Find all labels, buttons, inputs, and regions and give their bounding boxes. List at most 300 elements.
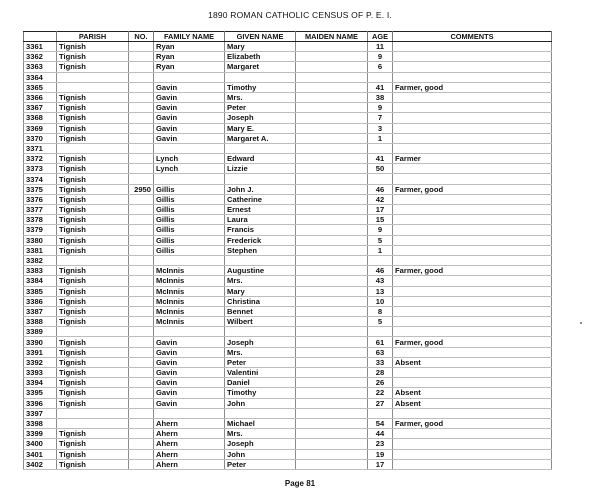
record-number: 3379 (24, 225, 57, 235)
comments-cell (393, 72, 552, 82)
family-number-cell (129, 357, 154, 367)
given-name-cell: Mrs. (225, 92, 296, 102)
given-name-cell (225, 72, 296, 82)
comments-cell (393, 408, 552, 418)
parish-cell (57, 327, 129, 337)
family-number-cell (129, 418, 154, 428)
given-name-cell: Edward (225, 154, 296, 164)
record-number: 3371 (24, 143, 57, 153)
parish-cell: Tignish (57, 225, 129, 235)
parish-cell: Tignish (57, 52, 129, 62)
family-name-cell: Ahern (154, 429, 225, 439)
given-name-cell: Mary (225, 42, 296, 52)
comments-cell: Farmer, good (393, 337, 552, 347)
family-number-cell: 2950 (129, 184, 154, 194)
family-number-cell (129, 255, 154, 265)
comments-cell (393, 42, 552, 52)
age-cell: 7 (368, 113, 393, 123)
age-cell (368, 72, 393, 82)
maiden-name-cell (296, 306, 368, 316)
maiden-name-cell (296, 449, 368, 459)
comments-cell (393, 368, 552, 378)
family-number-cell (129, 408, 154, 418)
table-row (24, 92, 552, 102)
table-row (24, 459, 552, 469)
record-number: 3364 (24, 72, 57, 82)
comments-cell: Absent (393, 388, 552, 398)
family-name-cell (154, 327, 225, 337)
maiden-name-cell (296, 317, 368, 327)
column-header-age: AGE (368, 32, 393, 42)
parish-cell: Tignish (57, 388, 129, 398)
column-header-given-name: GIVEN NAME (225, 32, 296, 42)
family-number-cell (129, 337, 154, 347)
record-number: 3397 (24, 408, 57, 418)
maiden-name-cell (296, 82, 368, 92)
record-number: 3388 (24, 317, 57, 327)
family-name-cell (154, 255, 225, 265)
table-row (24, 317, 552, 327)
parish-cell: Tignish (57, 194, 129, 204)
comments-cell (393, 306, 552, 316)
family-number-cell (129, 235, 154, 245)
column-header-index (24, 32, 57, 42)
given-name-cell: Mrs. (225, 276, 296, 286)
family-name-cell: Gavin (154, 357, 225, 367)
table-row (24, 347, 552, 357)
family-name-cell (154, 143, 225, 153)
age-cell: 15 (368, 215, 393, 225)
comments-cell (393, 92, 552, 102)
family-number-cell (129, 317, 154, 327)
parish-cell: Tignish (57, 92, 129, 102)
table-row (24, 245, 552, 255)
record-number: 3376 (24, 194, 57, 204)
maiden-name-cell (296, 347, 368, 357)
parish-cell: Tignish (57, 235, 129, 245)
parish-cell: Tignish (57, 42, 129, 52)
parish-cell: Tignish (57, 286, 129, 296)
record-number: 3366 (24, 92, 57, 102)
table-row (24, 306, 552, 316)
family-name-cell: Gillis (154, 184, 225, 194)
record-number: 3387 (24, 306, 57, 316)
comments-cell (393, 286, 552, 296)
comments-cell (393, 439, 552, 449)
maiden-name-cell (296, 154, 368, 164)
family-name-cell: Gavin (154, 388, 225, 398)
family-name-cell: Lynch (154, 154, 225, 164)
record-number: 3374 (24, 174, 57, 184)
comments-cell (393, 449, 552, 459)
parish-cell: Tignish (57, 245, 129, 255)
family-name-cell: McInnis (154, 276, 225, 286)
record-number: 3361 (24, 42, 57, 52)
given-name-cell (225, 327, 296, 337)
parish-cell: Tignish (57, 439, 129, 449)
family-number-cell (129, 143, 154, 153)
given-name-cell: Bennet (225, 306, 296, 316)
comments-cell (393, 378, 552, 388)
family-number-cell (129, 72, 154, 82)
comments-cell: Absent (393, 357, 552, 367)
table-row (24, 429, 552, 439)
family-name-cell: Gavin (154, 133, 225, 143)
maiden-name-cell (296, 418, 368, 428)
table-row (24, 82, 552, 92)
age-cell: 3 (368, 123, 393, 133)
family-number-cell (129, 266, 154, 276)
family-number-cell (129, 42, 154, 52)
given-name-cell: Daniel (225, 378, 296, 388)
table-row (24, 398, 552, 408)
maiden-name-cell (296, 52, 368, 62)
record-number: 3382 (24, 255, 57, 265)
family-name-cell (154, 174, 225, 184)
age-cell: 50 (368, 164, 393, 174)
record-number: 3367 (24, 103, 57, 113)
family-number-cell (129, 429, 154, 439)
age-cell: 63 (368, 347, 393, 357)
age-cell (368, 408, 393, 418)
given-name-cell: Joseph (225, 439, 296, 449)
table-row (24, 378, 552, 388)
age-cell (368, 255, 393, 265)
census-table-body (24, 42, 552, 470)
family-name-cell: Gavin (154, 113, 225, 123)
family-name-cell: Ahern (154, 449, 225, 459)
family-number-cell (129, 449, 154, 459)
family-name-cell: Gavin (154, 103, 225, 113)
record-number: 3386 (24, 296, 57, 306)
given-name-cell: Stephen (225, 245, 296, 255)
parish-cell: Tignish (57, 62, 129, 72)
given-name-cell: Margaret A. (225, 133, 296, 143)
parish-cell: Tignish (57, 357, 129, 367)
age-cell: 9 (368, 225, 393, 235)
comments-cell: Farmer, good (393, 418, 552, 428)
given-name-cell: Peter (225, 103, 296, 113)
parish-cell: Tignish (57, 113, 129, 123)
family-name-cell (154, 408, 225, 418)
table-row (24, 337, 552, 347)
table-row (24, 113, 552, 123)
table-row (24, 296, 552, 306)
parish-cell: Tignish (57, 133, 129, 143)
age-cell: 19 (368, 449, 393, 459)
age-cell: 13 (368, 286, 393, 296)
record-number: 3369 (24, 123, 57, 133)
maiden-name-cell (296, 235, 368, 245)
parish-cell: Tignish (57, 123, 129, 133)
family-number-cell (129, 123, 154, 133)
record-number: 3363 (24, 62, 57, 72)
parish-cell (57, 72, 129, 82)
age-cell: 44 (368, 429, 393, 439)
age-cell: 46 (368, 266, 393, 276)
parish-cell: Tignish (57, 174, 129, 184)
comments-cell (393, 235, 552, 245)
family-number-cell (129, 215, 154, 225)
given-name-cell: John (225, 449, 296, 459)
comments-cell (393, 113, 552, 123)
family-number-cell (129, 113, 154, 123)
comments-cell (393, 317, 552, 327)
comments-cell (393, 103, 552, 113)
record-number: 3375 (24, 184, 57, 194)
maiden-name-cell (296, 225, 368, 235)
record-number: 3384 (24, 276, 57, 286)
age-cell: 23 (368, 439, 393, 449)
record-number: 3365 (24, 82, 57, 92)
family-number-cell (129, 92, 154, 102)
age-cell (368, 174, 393, 184)
maiden-name-cell (296, 398, 368, 408)
record-number: 3396 (24, 398, 57, 408)
header-row (24, 32, 552, 42)
comments-cell (393, 296, 552, 306)
age-cell: 1 (368, 245, 393, 255)
record-number: 3378 (24, 215, 57, 225)
family-name-cell: Gillis (154, 235, 225, 245)
age-cell: 8 (368, 306, 393, 316)
given-name-cell: Christina (225, 296, 296, 306)
maiden-name-cell (296, 459, 368, 469)
column-header-comments: COMMENTS (393, 32, 552, 42)
family-name-cell: Gavin (154, 82, 225, 92)
given-name-cell: Catherine (225, 194, 296, 204)
parish-cell: Tignish (57, 276, 129, 286)
parish-cell: Tignish (57, 449, 129, 459)
family-number-cell (129, 245, 154, 255)
given-name-cell: Augustine (225, 266, 296, 276)
table-row (24, 143, 552, 153)
family-name-cell: McInnis (154, 296, 225, 306)
maiden-name-cell (296, 103, 368, 113)
comments-cell (393, 62, 552, 72)
given-name-cell: John J. (225, 184, 296, 194)
given-name-cell: Mrs. (225, 347, 296, 357)
family-name-cell: McInnis (154, 266, 225, 276)
family-number-cell (129, 103, 154, 113)
given-name-cell (225, 255, 296, 265)
parish-cell: Tignish (57, 347, 129, 357)
record-number: 3385 (24, 286, 57, 296)
family-name-cell: Ahern (154, 459, 225, 469)
age-cell: 9 (368, 103, 393, 113)
record-number: 3392 (24, 357, 57, 367)
age-cell: 41 (368, 154, 393, 164)
comments-cell (393, 255, 552, 265)
record-number: 3391 (24, 347, 57, 357)
parish-cell: Tignish (57, 306, 129, 316)
table-row (24, 449, 552, 459)
family-name-cell (154, 72, 225, 82)
maiden-name-cell (296, 62, 368, 72)
comments-cell: Farmer, good (393, 184, 552, 194)
record-number: 3373 (24, 164, 57, 174)
family-number-cell (129, 296, 154, 306)
given-name-cell: John (225, 398, 296, 408)
given-name-cell: Mary (225, 286, 296, 296)
family-number-cell (129, 459, 154, 469)
maiden-name-cell (296, 296, 368, 306)
table-row (24, 255, 552, 265)
age-cell: 41 (368, 82, 393, 92)
parish-cell: Tignish (57, 378, 129, 388)
maiden-name-cell (296, 194, 368, 204)
table-row (24, 357, 552, 367)
family-number-cell (129, 194, 154, 204)
maiden-name-cell (296, 143, 368, 153)
given-name-cell: Mrs. (225, 429, 296, 439)
table-row (24, 225, 552, 235)
maiden-name-cell (296, 266, 368, 276)
comments-cell (393, 123, 552, 133)
record-number: 3393 (24, 368, 57, 378)
comments-cell (393, 133, 552, 143)
table-row (24, 418, 552, 428)
age-cell: 26 (368, 378, 393, 388)
table-row (24, 205, 552, 215)
maiden-name-cell (296, 357, 368, 367)
family-name-cell: Ahern (154, 418, 225, 428)
family-number-cell (129, 164, 154, 174)
comments-cell (393, 347, 552, 357)
parish-cell: Tignish (57, 296, 129, 306)
comments-cell (393, 205, 552, 215)
family-number-cell (129, 347, 154, 357)
parish-cell: Tignish (57, 317, 129, 327)
comments-cell (393, 225, 552, 235)
family-name-cell: Gavin (154, 123, 225, 133)
maiden-name-cell (296, 113, 368, 123)
comments-cell (393, 459, 552, 469)
family-number-cell (129, 388, 154, 398)
given-name-cell: Ernest (225, 205, 296, 215)
family-name-cell: Gillis (154, 215, 225, 225)
parish-cell (57, 408, 129, 418)
parish-cell: Tignish (57, 164, 129, 174)
maiden-name-cell (296, 408, 368, 418)
given-name-cell: Michael (225, 418, 296, 428)
maiden-name-cell (296, 164, 368, 174)
maiden-name-cell (296, 42, 368, 52)
comments-cell (393, 52, 552, 62)
table-row (24, 286, 552, 296)
record-number: 3389 (24, 327, 57, 337)
family-name-cell: Ahern (154, 439, 225, 449)
given-name-cell: Frederick (225, 235, 296, 245)
parish-cell: Tignish (57, 215, 129, 225)
age-cell: 28 (368, 368, 393, 378)
age-cell: 11 (368, 42, 393, 52)
maiden-name-cell (296, 92, 368, 102)
table-row (24, 327, 552, 337)
family-name-cell: McInnis (154, 286, 225, 296)
record-number: 3395 (24, 388, 57, 398)
comments-cell: Farmer (393, 154, 552, 164)
given-name-cell: Joseph (225, 113, 296, 123)
maiden-name-cell (296, 378, 368, 388)
table-row (24, 388, 552, 398)
given-name-cell: Laura (225, 215, 296, 225)
family-name-cell: Ryan (154, 52, 225, 62)
parish-cell: Tignish (57, 184, 129, 194)
comments-cell: Farmer, good (393, 82, 552, 92)
maiden-name-cell (296, 174, 368, 184)
parish-cell: Tignish (57, 103, 129, 113)
table-row (24, 194, 552, 204)
table-row (24, 62, 552, 72)
table-row (24, 266, 552, 276)
maiden-name-cell (296, 337, 368, 347)
record-number: 3377 (24, 205, 57, 215)
family-name-cell: Gavin (154, 398, 225, 408)
record-number: 3401 (24, 449, 57, 459)
maiden-name-cell (296, 429, 368, 439)
maiden-name-cell (296, 439, 368, 449)
parish-cell (57, 82, 129, 92)
table-row (24, 408, 552, 418)
parish-cell: Tignish (57, 266, 129, 276)
table-row (24, 72, 552, 82)
family-number-cell (129, 174, 154, 184)
age-cell: 17 (368, 459, 393, 469)
record-number: 3372 (24, 154, 57, 164)
record-number: 3368 (24, 113, 57, 123)
family-name-cell: Gavin (154, 92, 225, 102)
table-row (24, 52, 552, 62)
family-number-cell (129, 398, 154, 408)
parish-cell: Tignish (57, 429, 129, 439)
age-cell: 38 (368, 92, 393, 102)
table-row (24, 174, 552, 184)
given-name-cell (225, 143, 296, 153)
family-number-cell (129, 378, 154, 388)
family-name-cell: Ryan (154, 42, 225, 52)
family-name-cell: Gavin (154, 337, 225, 347)
comments-cell (393, 215, 552, 225)
table-row (24, 439, 552, 449)
record-number: 3383 (24, 266, 57, 276)
table-row (24, 235, 552, 245)
comments-cell (393, 194, 552, 204)
record-number: 3390 (24, 337, 57, 347)
family-number-cell (129, 439, 154, 449)
family-number-cell (129, 368, 154, 378)
given-name-cell: Joseph (225, 337, 296, 347)
page-title: 1890 ROMAN CATHOLIC CENSUS OF P. E. I. (208, 10, 392, 20)
maiden-name-cell (296, 255, 368, 265)
family-number-cell (129, 286, 154, 296)
family-name-cell: Gillis (154, 225, 225, 235)
comments-cell (393, 429, 552, 439)
record-number: 3394 (24, 378, 57, 388)
record-number: 3399 (24, 429, 57, 439)
given-name-cell: Peter (225, 459, 296, 469)
table-row (24, 184, 552, 194)
age-cell: 27 (368, 398, 393, 408)
family-number-cell (129, 225, 154, 235)
parish-cell: Tignish (57, 205, 129, 215)
comments-cell: Absent (393, 398, 552, 408)
parish-cell (57, 255, 129, 265)
record-number: 3402 (24, 459, 57, 469)
census-table (23, 31, 552, 470)
maiden-name-cell (296, 245, 368, 255)
family-name-cell: Gillis (154, 205, 225, 215)
